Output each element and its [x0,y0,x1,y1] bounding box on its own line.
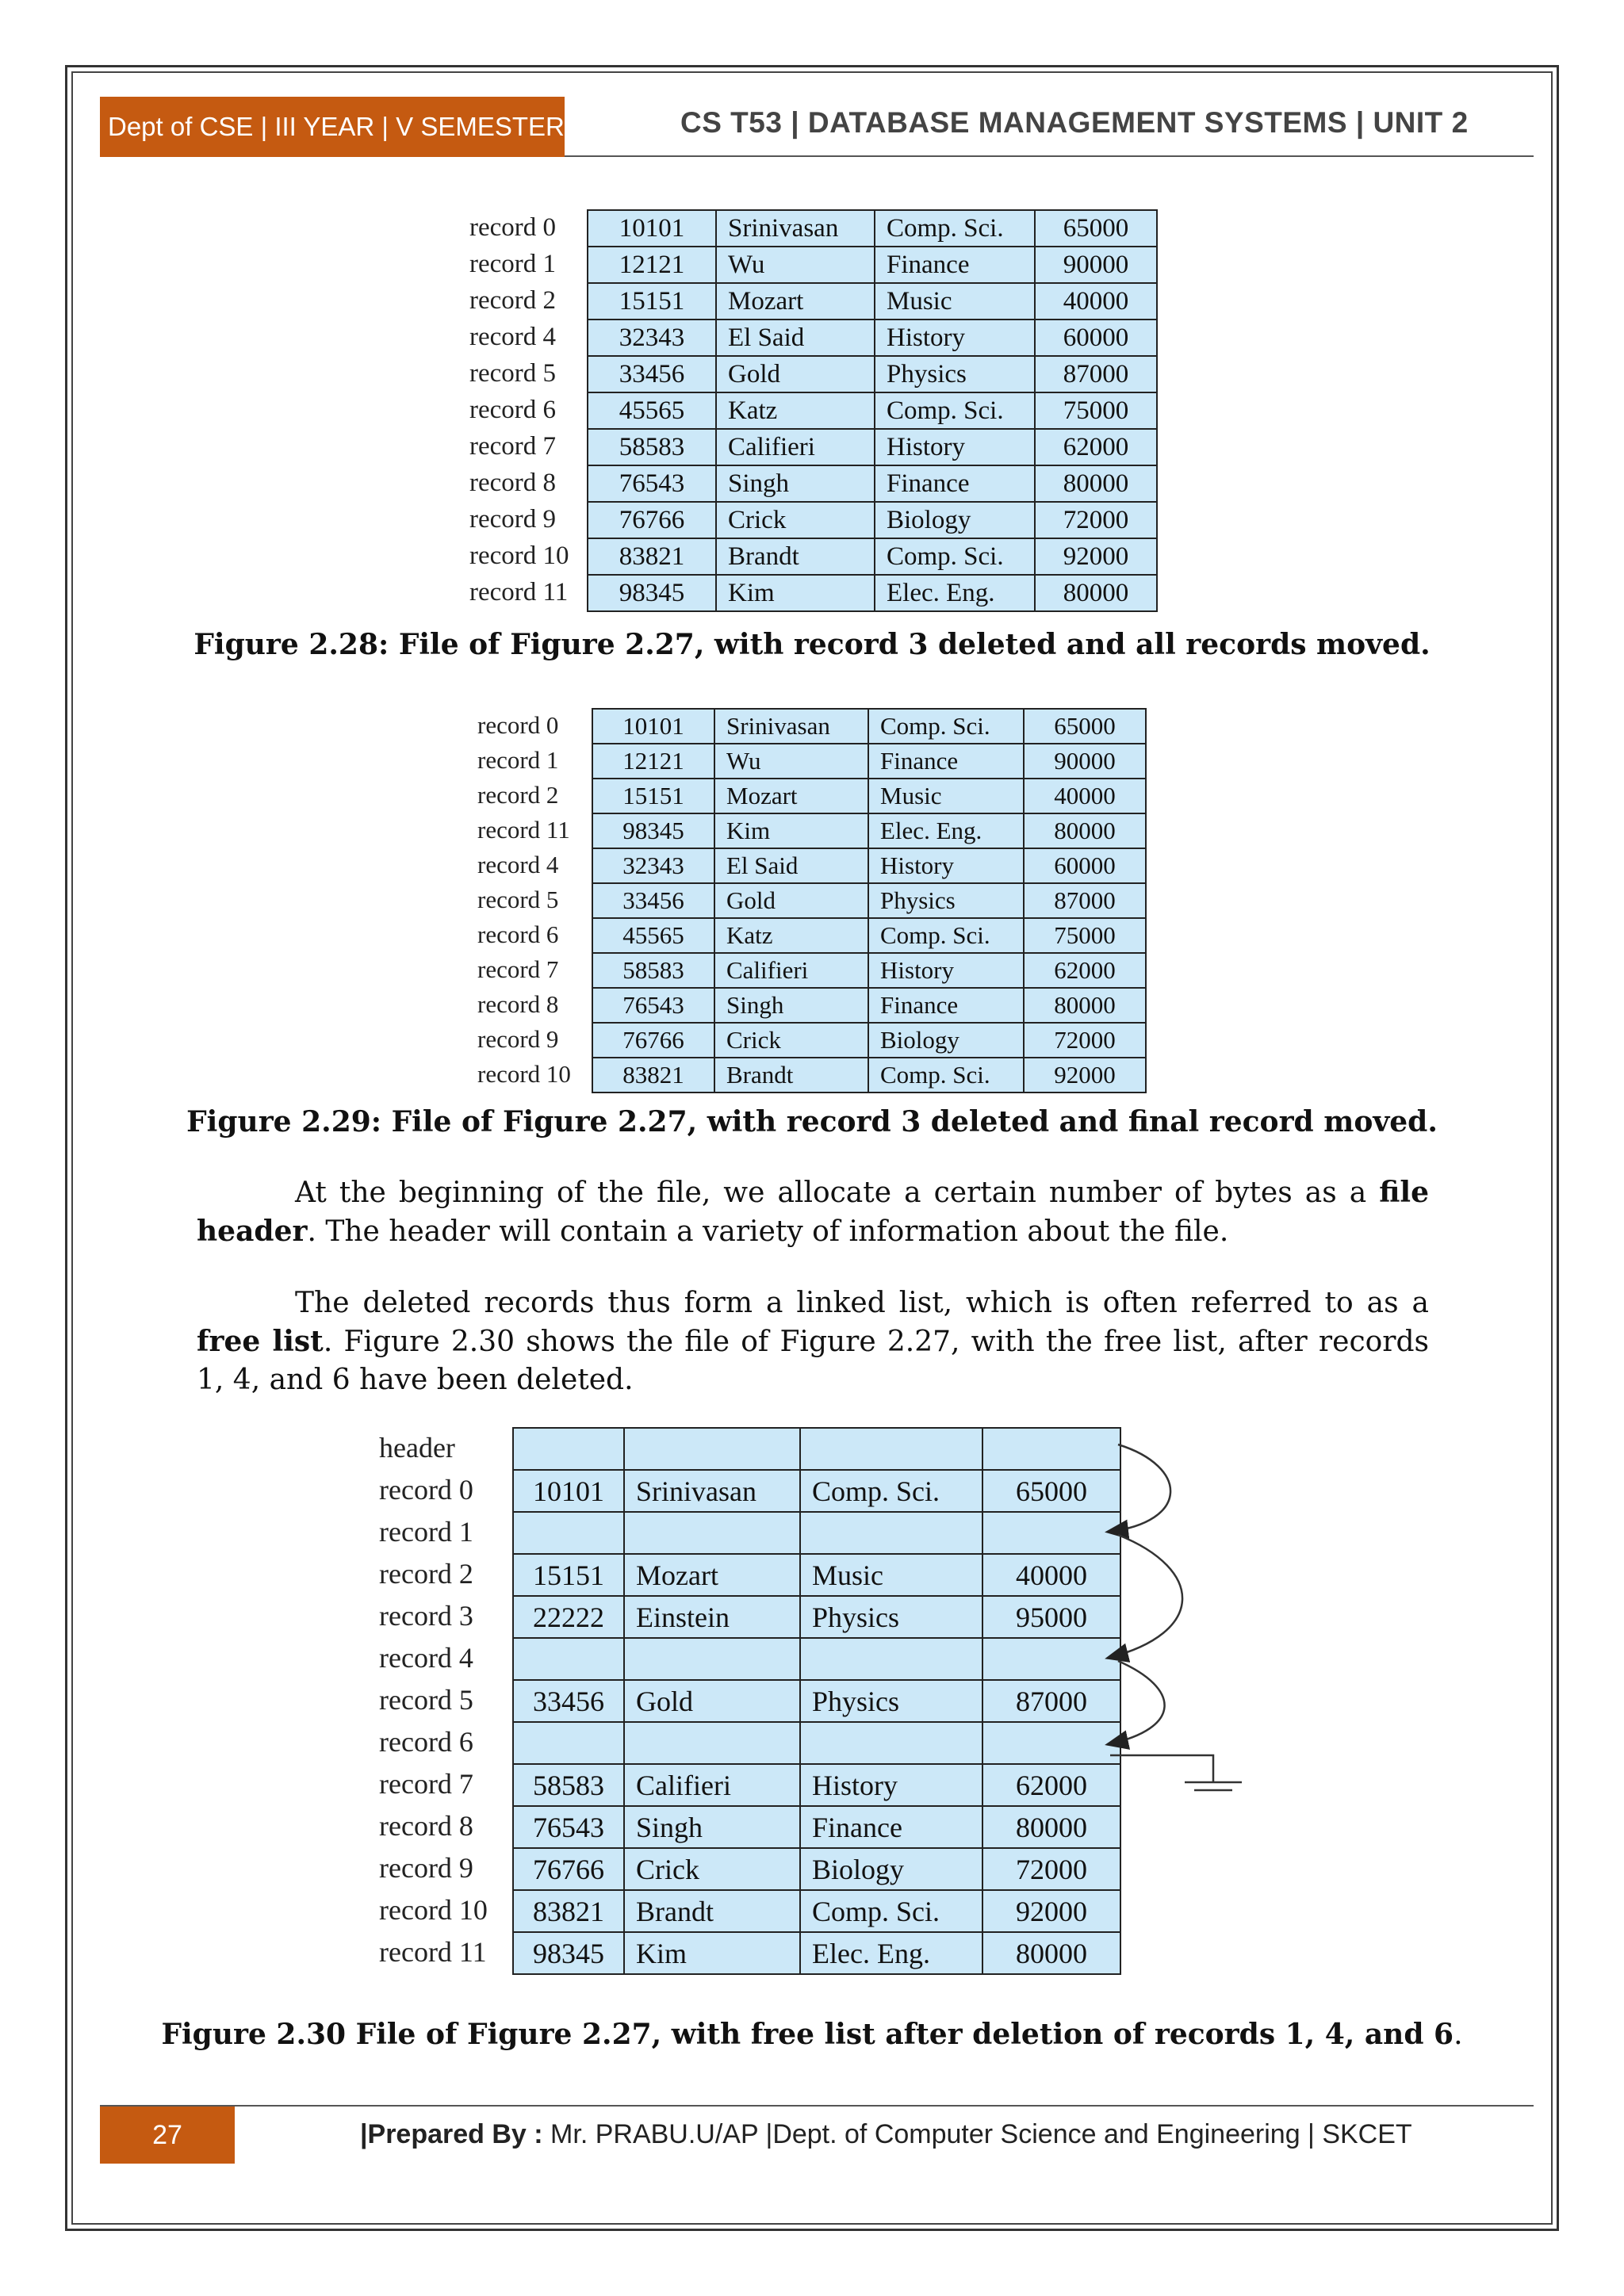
table-cell: 83821 [592,1058,714,1093]
paragraph-file-header [197,1173,1429,1251]
table-cell: El Said [716,320,875,356]
table-cell: Comp. Sci. [868,709,1024,744]
table-cell: 65000 [1024,709,1146,744]
table-cell: 65000 [982,1470,1120,1512]
table-cell [624,1512,800,1554]
table-row [513,1848,1120,1890]
table-cell: Brandt [716,538,875,575]
table-row [513,1806,1120,1848]
table-cell: Physics [868,883,1024,918]
figure-2-30-caption [0,2018,1624,2051]
table-row [588,575,1157,611]
header-dept-badge: Dept of CSE | III YEAR | V SEMESTER [100,97,565,157]
record-label: record 9 [469,505,557,534]
table-cell: 80000 [982,1806,1120,1848]
table-cell [513,1512,624,1554]
figure-2-28-record-labels [469,209,569,610]
table-cell: Kim [716,575,875,611]
record-label: record 0 [379,1474,473,1506]
table-cell: 62000 [982,1764,1120,1806]
figure-2-30-caption-text: Figure 2.30 File of Figure 2.27, with free list after deletion of records 1, 4, and 6 [161,2018,1454,2051]
free-list-pointer-arrows [1102,1427,1277,1808]
paragraph-1-text: At the beginning of the file, we allocate a certain number of bytes as a [295,1177,1380,1209]
table-cell: 80000 [1024,988,1146,1023]
table-cell: Califieri [714,953,868,988]
table-cell: 12121 [588,247,716,283]
record-label: record 5 [477,886,559,913]
table-cell [982,1638,1120,1680]
table-row [592,848,1146,883]
table-cell: 76543 [513,1806,624,1848]
table-cell: 80000 [982,1932,1120,1974]
table-row [513,1596,1120,1638]
record-label: record 2 [477,781,559,809]
table-cell [982,1512,1120,1554]
table-cell: Biology [875,502,1035,538]
table-cell [982,1428,1120,1470]
table-row [513,1428,1120,1470]
table-row [513,1470,1120,1512]
table-cell: 60000 [1024,848,1146,883]
table-cell: Physics [800,1596,982,1638]
table-cell: Finance [875,465,1035,502]
table-row [513,1554,1120,1596]
table-cell: 58583 [588,429,716,465]
table-cell: 32343 [588,320,716,356]
table-cell: History [875,320,1035,356]
record-label: record 6 [469,396,557,424]
figure-2-30-record-labels [379,1427,488,1973]
record-label: record 4 [477,851,559,878]
table-row [588,356,1157,392]
table-cell: Comp. Sci. [868,918,1024,953]
pointer-record-6-null [1110,1755,1213,1782]
table-cell [624,1428,800,1470]
table-cell: 76766 [592,1023,714,1058]
table-cell: Elec. Eng. [868,813,1024,848]
table-row [592,1058,1146,1093]
table-cell: Comp. Sci. [868,1058,1024,1093]
record-label: record 0 [469,213,557,242]
record-label: record 7 [379,1768,473,1800]
table-row [513,1890,1120,1932]
page-number: 27 [100,2107,235,2164]
table-cell: Califieri [624,1764,800,1806]
table-cell: Physics [875,356,1035,392]
table-cell: El Said [714,848,868,883]
table-cell: History [868,848,1024,883]
table-row [592,883,1146,918]
table-cell: Finance [875,247,1035,283]
term-free-list: free list [197,1325,324,1358]
record-label: record 5 [469,359,557,388]
record-label: record 9 [477,1025,559,1053]
table-cell: 98345 [513,1932,624,1974]
table-cell: 60000 [1035,320,1157,356]
table-row [588,429,1157,465]
table-cell: 92000 [1024,1058,1146,1093]
table-cell: Gold [714,883,868,918]
table-row [513,1638,1120,1680]
table-row [588,392,1157,429]
table-cell: Katz [716,392,875,429]
table-cell: Comp. Sci. [875,210,1035,247]
table-cell: Mozart [624,1554,800,1596]
record-label: record 1 [379,1516,473,1548]
record-label: record 3 [379,1600,473,1632]
figure-2-29-caption: Figure 2.29: File of Figure 2.27, with record 3 deleted and final record moved. [186,1105,1438,1138]
table-cell: Califieri [716,429,875,465]
table-cell: 72000 [982,1848,1120,1890]
table-row [592,988,1146,1023]
table-cell: 22222 [513,1596,624,1638]
table-row [592,1023,1146,1058]
table-row [588,465,1157,502]
table-cell: 80000 [1035,465,1157,502]
record-label: record 2 [379,1558,473,1590]
table-cell: Comp. Sci. [800,1890,982,1932]
table-cell: 90000 [1024,744,1146,779]
header-course-title: CS T53 | DATABASE MANAGEMENT SYSTEMS | UNIT 2 [680,106,1469,139]
table-cell [982,1722,1120,1764]
figure-2-28-table [587,209,1158,612]
table-cell: 58583 [592,953,714,988]
figure-2-30-table [512,1427,1121,1975]
table-cell: 95000 [982,1596,1120,1638]
table-cell: 40000 [1024,779,1146,813]
table-row [588,502,1157,538]
table-cell: 15151 [588,283,716,320]
record-label: record 7 [469,432,557,461]
table-cell [513,1638,624,1680]
table-cell: History [800,1764,982,1806]
table-cell: Mozart [714,779,868,813]
table-cell: 76543 [592,988,714,1023]
table-cell: Comp. Sci. [875,392,1035,429]
table-row [592,953,1146,988]
table-cell: Elec. Eng. [875,575,1035,611]
record-label: record 6 [477,920,559,948]
table-cell: 65000 [1035,210,1157,247]
table-cell: Brandt [624,1890,800,1932]
header-divider [565,155,1534,157]
record-label: record 4 [379,1642,473,1674]
table-row [588,283,1157,320]
table-cell: 87000 [982,1680,1120,1722]
table-cell: 92000 [982,1890,1120,1932]
table-cell: Music [875,283,1035,320]
table-cell: 45565 [588,392,716,429]
table-cell: 33456 [588,356,716,392]
table-cell: 58583 [513,1764,624,1806]
paragraph-2-text: The deleted records thus form a linked list, which is often referred to as a [295,1287,1429,1319]
record-label: record 1 [477,746,559,774]
table-cell [800,1512,982,1554]
table-cell: Finance [868,988,1024,1023]
table-cell: 83821 [588,538,716,575]
paragraph-2-text-end: . Figure 2.30 shows the file of Figure 2.27, with the free list, after records 1, 4, and 6 have been deleted. [197,1326,1430,1396]
table-cell: Comp. Sci. [800,1470,982,1512]
paragraph-1-text-end: . The header will contain a variety of information about the file. [307,1215,1229,1248]
pointer-record-4-to-record-6 [1109,1661,1165,1744]
table-cell: Einstein [624,1596,800,1638]
table-row [588,538,1157,575]
table-cell: 72000 [1024,1023,1146,1058]
table-row [588,210,1157,247]
record-label: record 8 [477,990,559,1018]
record-label: record 8 [379,1810,473,1842]
record-label: record 0 [477,711,559,739]
table-cell: 76543 [588,465,716,502]
table-cell [513,1722,624,1764]
record-label: record 5 [379,1684,473,1716]
record-label: record 10 [469,541,569,570]
table-row [513,1512,1120,1554]
table-cell: History [875,429,1035,465]
paragraph-free-list [197,1284,1429,1399]
figure-2-28-caption: Figure 2.28: File of Figure 2.27, with record 3 deleted and all records moved. [193,628,1431,661]
table-cell [800,1428,982,1470]
table-cell: Singh [624,1806,800,1848]
record-label: header [379,1432,455,1464]
table-cell: 33456 [513,1680,624,1722]
table-cell: Srinivasan [716,210,875,247]
table-cell: 62000 [1035,429,1157,465]
table-cell: 10101 [588,210,716,247]
table-cell: Brandt [714,1058,868,1093]
table-cell: Kim [624,1932,800,1974]
record-label: record 8 [469,469,557,497]
table-cell: Crick [714,1023,868,1058]
table-cell: 40000 [1035,283,1157,320]
table-cell: 32343 [592,848,714,883]
table-cell: Comp. Sci. [875,538,1035,575]
table-cell: 83821 [513,1890,624,1932]
record-label: record 10 [379,1894,488,1926]
table-cell: 80000 [1024,813,1146,848]
table-row [588,247,1157,283]
table-cell: 98345 [588,575,716,611]
table-cell: 15151 [592,779,714,813]
table-cell: 75000 [1024,918,1146,953]
table-row [592,709,1146,744]
record-label: record 11 [469,578,569,607]
table-row [592,779,1146,813]
record-label: record 6 [379,1726,473,1758]
table-cell: 62000 [1024,953,1146,988]
table-cell [624,1638,800,1680]
record-label: record 9 [379,1852,473,1884]
table-row [513,1764,1120,1806]
table-cell: 40000 [982,1554,1120,1596]
pointer-record-1-to-record-4 [1109,1535,1182,1658]
table-cell: Gold [716,356,875,392]
table-row [592,813,1146,848]
table-cell: 33456 [592,883,714,918]
table-cell: Singh [716,465,875,502]
table-cell: Srinivasan [624,1470,800,1512]
table-cell: Crick [624,1848,800,1890]
footer-prepared-by: Mr. PRABU.U/AP |Dept. of Computer Science and Engineering | SKCET [550,2119,1412,2149]
record-label: record 11 [477,816,570,844]
table-cell: Biology [868,1023,1024,1058]
table-row [513,1680,1120,1722]
record-label: record 7 [477,955,559,983]
table-cell: Biology [800,1848,982,1890]
table-row [588,320,1157,356]
table-cell: Singh [714,988,868,1023]
table-cell [800,1638,982,1680]
table-cell: Elec. Eng. [800,1932,982,1974]
table-cell: 72000 [1035,502,1157,538]
table-cell: 15151 [513,1554,624,1596]
figure-2-29-record-labels [477,708,571,1092]
table-cell: 92000 [1035,538,1157,575]
record-label: record 2 [469,286,557,315]
table-row [592,744,1146,779]
table-cell: History [868,953,1024,988]
table-cell: 75000 [1035,392,1157,429]
table-cell: Physics [800,1680,982,1722]
table-cell: 10101 [513,1470,624,1512]
table-cell: Katz [714,918,868,953]
record-label: record 11 [379,1936,487,1968]
table-row [513,1722,1120,1764]
table-cell: 98345 [592,813,714,848]
table-row [592,918,1146,953]
table-cell: Gold [624,1680,800,1722]
figure-2-29-table [592,708,1147,1093]
table-cell: 76766 [513,1848,624,1890]
table-cell: Kim [714,813,868,848]
table-cell: 87000 [1024,883,1146,918]
table-row [513,1932,1120,1974]
table-cell: Finance [868,744,1024,779]
record-label: record 1 [469,250,557,278]
table-cell [513,1428,624,1470]
table-cell: Music [800,1554,982,1596]
table-cell: Finance [800,1806,982,1848]
table-cell: Crick [716,502,875,538]
footer-divider [100,2105,1534,2107]
pointer-header-to-record-1 [1109,1445,1170,1532]
table-cell [800,1722,982,1764]
table-cell: Mozart [716,283,875,320]
footer-credit [360,2119,1412,2150]
table-cell: Wu [716,247,875,283]
table-cell [624,1722,800,1764]
record-label: record 10 [477,1060,571,1088]
record-label: record 4 [469,323,557,351]
table-cell: 87000 [1035,356,1157,392]
table-cell: 80000 [1035,575,1157,611]
table-cell: Music [868,779,1024,813]
table-cell: 90000 [1035,247,1157,283]
table-cell: 45565 [592,918,714,953]
footer-prepared-label: |Prepared By : [360,2119,551,2149]
table-cell: 12121 [592,744,714,779]
table-cell: 76766 [588,502,716,538]
table-cell: Wu [714,744,868,779]
term-file-header: file header [197,1176,1429,1248]
table-cell: 10101 [592,709,714,744]
figure-2-30-caption-end: . [1454,2019,1463,2051]
table-cell: Srinivasan [714,709,868,744]
